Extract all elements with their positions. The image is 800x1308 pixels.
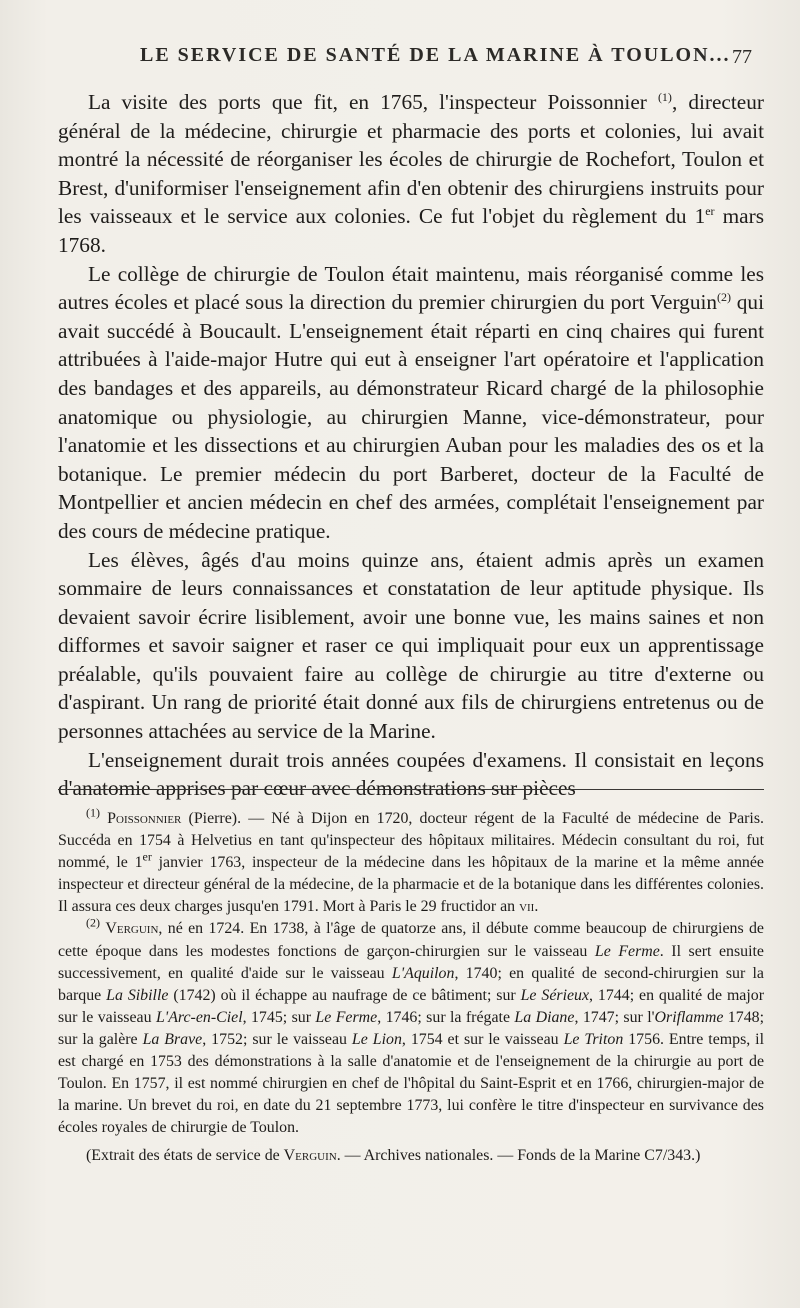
page-header [140,44,760,74]
text-run: (Pierre). — Né à Dijon en 1720, docteur régent de la Faculté de médecine de Paris. Succéda en 1754 à Helvetius en tant qu'inspecteur des hôpitaux militaires. Médecin consultant du roi, fut nommé, le 1 [58,810,764,872]
footnote-separator [58,789,764,790]
ordinal-superscript: er [705,204,715,219]
text-run: La visite des ports que fit, en 1765, l'inspecteur Poissonnier [88,90,658,114]
footnote-ref-2: (2) [717,290,732,305]
footnotes [58,805,765,1168]
ship-name: Le Ferme [594,942,660,960]
text-run: . — Archives nationales. — Fonds de la Marine C7/343.) [336,1147,701,1165]
text-run: . [534,898,539,916]
person-name: Poissonnier [107,810,182,827]
republican-year: vii [519,898,535,916]
paragraph-2 [58,260,764,546]
text-run: , 1745; sur [242,1008,316,1026]
main-text [58,88,764,803]
person-name: Verguin [283,1147,337,1165]
text-run: , 1746; sur la frégate [377,1008,515,1026]
ship-name: L'Aquilon [391,964,455,982]
text-run: , directeur général de la médecine, chirurgie et pharmacie des ports et colonies, lui avait montré la nécessité de réorganiser les écoles de chirurgie de Rochefort, Toulon et Brest, d'uniformiser l'enseignement afin d'en obtenir des chirurgiens instruits pour les vaisseaux et le service aux colonies. Ce fut l'objet du règlement du 1 [58,90,765,229]
text-run: (Extrait des états de service de [86,1147,284,1165]
ship-name: La Diane [514,1008,575,1026]
footnote-ref-1: (1) [657,89,672,104]
paragraph-3: Les élèves, âgés d'au moins quinze ans, étaient admis après un examen sommaire de leurs connaissances et constatation de leur aptitude physique. Ils devaient savoir écrire lisiblement, avoir une bonne vue, les mains saines et non difformes et savoir saigner et raser ce qui impliquait pour eux un apprentissage préalable, qu'ils pouvaient faire au collège de chirurgie au titre d'externe ou d'aspirant. Un rang de priorité était donné aux fils de chirurgiens entretenus ou de personnes attachées au service de la Marine. [58,547,764,744]
text-run: janvier 1763, inspecteur de la médecine dans les hôpitaux de la marine et la même année inspecteur et directeur général de la médecine, de la pharmacie et de la botanique dans les différentes colonies. Il assura ces deux charges jusqu'en 1791. Mort à Paris le 29 fructidor an [58,854,764,916]
footnote-mark: (2) [86,916,100,931]
text-run: qui avait succédé à Boucault. L'enseignement était réparti en cinq chaires qui furent attribuées à l'aide-major Hutre qui eut à enseigner l'art opératoire et l'application des bandages et des appareils, au démonstrateur Ricard chargé de la philosophie anatomique ou physiologie, au chirurgien Manne, vice-démonstrateur, pour l'anatomie et les dissections et au chirurgien Auban pour les maladies des os et la botanique. Le premier médecin du port Barberet, docteur de la Faculté de Montpellier et ancien médecin en chef des armées, complétait l'enseignement par des cours de médecine pratique. [58,290,764,543]
footnote-2 [58,918,764,1139]
ship-name: Le Ferme [315,1008,378,1026]
text-run: (1742) où il échappe au naufrage de ce bâtiment; sur [168,986,521,1004]
text-run: . Il sert ensuite successivement, en qualité d'aide sur le vaisseau [58,942,764,982]
ship-name: Oriflamme [654,1008,724,1026]
ship-name: Le Lion [351,1030,402,1048]
footnote-mark: (1) [86,805,100,820]
text-run: mars 1768. [58,204,764,257]
paragraph-1 [58,88,764,260]
text-run: , 1754 et sur le vaisseau [401,1030,564,1048]
footnote-1 [58,805,764,918]
ship-name: Le Sérieux [520,986,590,1004]
text-run: , 1752; sur le vaisseau [202,1030,352,1048]
ship-name: Le Triton [563,1030,624,1048]
ship-name: L'Arc-en-Ciel [155,1008,243,1026]
text-run: Le collège de chirurgie de Toulon était maintenu, mais réorganisé comme les autres écoles et placé sous la direction du premier chirurgien du port Verguin [58,261,764,315]
person-name: Verguin [105,920,159,938]
text-run: 1748; sur la galère [58,1008,764,1048]
text-run: , 1744; en qualité de major sur le vaisseau [58,986,765,1026]
text-run: 1756. Entre temps, il est chargé en 1753 des démonstrations à la salle d'anatomie et de l'enseignement de la chirurgie au port de Toulon. En 1757, il est nommé chirurgien en chef de l'hôpital du Saint-Esprit et en 1766, chirurgien-major de la marine. Un brevet du roi, en date du 21 septembre 1773, lui confère le titre d'inspecteur en survivance des écoles royales de chirurgie de Toulon. [58,1030,765,1137]
running-head: LE SERVICE DE SANTÉ DE LA MARINE À TOULON... [140,44,731,66]
ship-name: La Sibille [106,986,169,1004]
source-citation [58,1145,764,1167]
ordinal-superscript: er [142,849,152,864]
text-run: , né en 1724. En 1738, à l'âge de quatorze ans, il débute comme beaucoup de chirurgiens de cette époque dans les modestes fonctions de garçon-chirurgien sur le vaisseau [58,920,764,960]
text-run: , 1747; sur l' [574,1008,655,1026]
ship-name: La Brave [142,1030,203,1048]
page-number: 77 [732,46,752,68]
text-run: , 1740; en qualité de second-chirurgien sur la barque [58,964,764,1004]
paragraph-4: L'enseignement durait trois années coupées d'examens. Il consistait en leçons d'anatomie apprises par cœur avec démonstrations sur pièces [58,747,764,801]
